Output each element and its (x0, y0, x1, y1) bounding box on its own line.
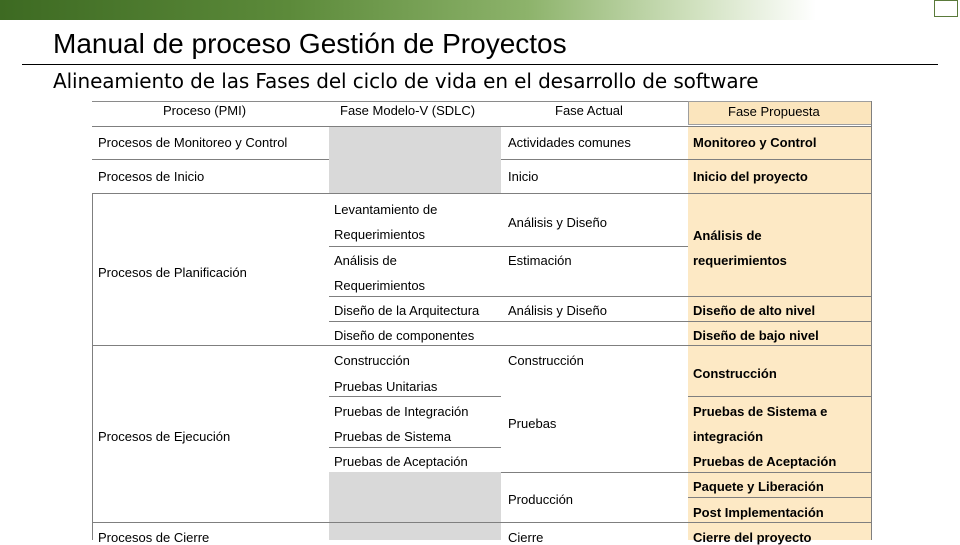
sdlc-empty-block-top (329, 126, 501, 193)
actual-pruebas: Pruebas (508, 416, 557, 431)
propuesta-construccion: Construcción (693, 366, 777, 381)
propuesta-analisis: Análisis de (693, 228, 762, 243)
row-divider (92, 193, 872, 194)
column-divider (92, 193, 93, 540)
column-divider (871, 101, 872, 540)
column-header-proceso: Proceso (PMI) (163, 103, 247, 118)
pmi-monitoreo: Procesos de Monitoreo y Control (98, 135, 288, 150)
actual-estimacion: Estimación (508, 253, 572, 268)
top-decorative-bar (0, 0, 960, 20)
pmi-inicio: Procesos de Inicio (98, 169, 205, 184)
sdlc-sistema: Pruebas de Sistema (334, 429, 452, 444)
propuesta-bajo-nivel: Diseño de bajo nivel (693, 328, 819, 343)
column-header-propuesta: Fase Propuesta (728, 104, 820, 119)
actual-analisis-diseno-2: Análisis y Diseño (508, 303, 607, 318)
propuesta-cierre: Cierre del proyecto (693, 530, 812, 545)
row-divider (501, 159, 872, 160)
title-divider (22, 64, 938, 65)
row-divider (329, 447, 501, 448)
propuesta-inicio: Inicio del proyecto (693, 169, 808, 184)
sdlc-analisis-cont: Requerimientos (334, 278, 426, 293)
row-divider (92, 522, 872, 523)
propuesta-analisis-cont: requerimientos (693, 253, 787, 268)
propuesta-sistema: Pruebas de Sistema e (693, 404, 828, 419)
row-divider (329, 296, 872, 297)
propuesta-sistema-cont: integración (693, 429, 764, 444)
actual-construccion: Construcción (508, 353, 584, 368)
sdlc-unitarias: Pruebas Unitarias (334, 379, 438, 394)
row-divider (92, 159, 329, 160)
actual-actividades: Actividades comunes (508, 135, 631, 150)
propuesta-aceptacion: Pruebas de Aceptación (693, 454, 837, 469)
row-divider (92, 345, 872, 346)
sdlc-construccion: Construcción (334, 353, 410, 368)
propuesta-post: Post Implementación (693, 505, 824, 520)
row-divider (92, 126, 872, 127)
row-divider (329, 246, 688, 247)
sdlc-levantamiento: Levantamiento de (334, 202, 438, 217)
row-divider (329, 396, 501, 397)
column-header-actual: Fase Actual (555, 103, 623, 118)
pmi-cierre: Procesos de Cierre (98, 530, 210, 545)
sdlc-aceptacion: Pruebas de Aceptación (334, 454, 468, 469)
row-divider (688, 497, 872, 498)
propuesta-paquete: Paquete y Liberación (693, 479, 824, 494)
page-title: Manual de proceso Gestión de Proyectos (53, 28, 567, 59)
sdlc-empty-block-bottom (329, 472, 501, 540)
pmi-ejecucion: Procesos de Ejecución (98, 429, 231, 444)
sdlc-integracion: Pruebas de Integración (334, 404, 469, 419)
sdlc-analisis: Análisis de (334, 253, 397, 268)
actual-produccion: Producción (508, 492, 574, 507)
row-divider (329, 321, 872, 322)
row-divider (688, 396, 872, 397)
pmi-planificacion: Procesos de Planificación (98, 265, 247, 280)
sdlc-componentes: Diseño de componentes (334, 328, 475, 343)
sdlc-arquitectura: Diseño de la Arquitectura (334, 303, 480, 318)
column-header-sdlc: Fase Modelo-V (SDLC) (340, 103, 476, 118)
page-subtitle: Alineamiento de las Fases del ciclo de vida en el desarrollo de software (53, 69, 759, 93)
actual-analisis-diseno: Análisis y Diseño (508, 215, 607, 230)
corner-decoration (934, 0, 958, 17)
propuesta-alto-nivel: Diseño de alto nivel (693, 303, 816, 318)
row-divider (501, 472, 872, 473)
actual-cierre: Cierre (508, 530, 544, 545)
actual-inicio: Inicio (508, 169, 539, 184)
propuesta-monitoreo: Monitoreo y Control (693, 135, 817, 150)
sdlc-levantamiento-cont: Requerimientos (334, 227, 426, 242)
